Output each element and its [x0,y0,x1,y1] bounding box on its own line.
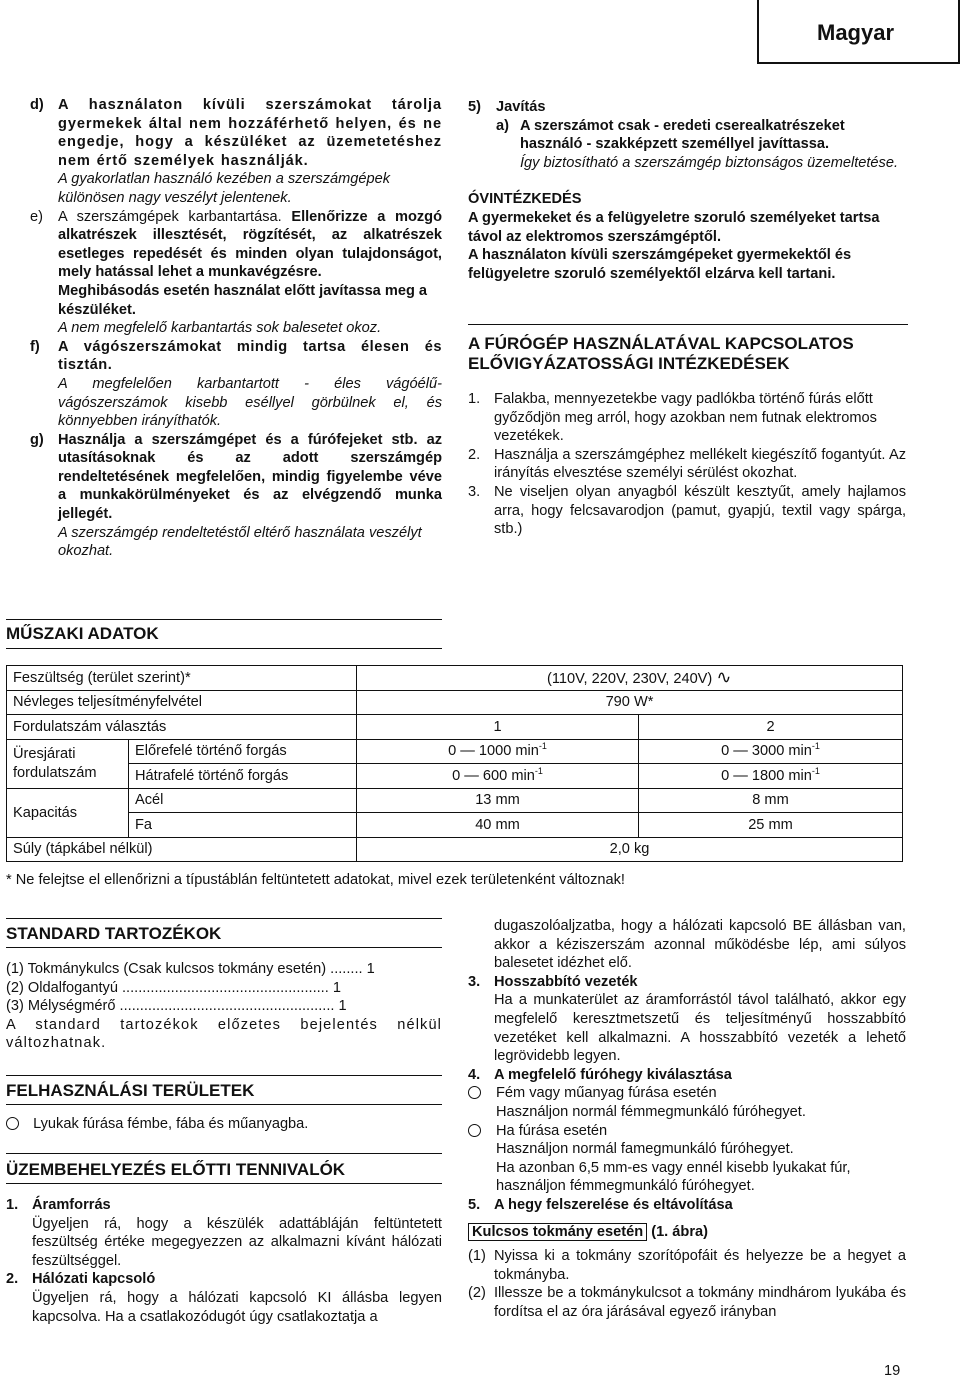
safety-d-italic: A gyakorlatlan használó kezében a szerszámgépek különösen nagy veszélyt jelentenek. [58,171,391,206]
wood-label: Ha fúrása esetén [496,1122,608,1139]
item-number: 3. [468,973,481,990]
safety-e-bold2: Meghibásodás esetén használat előtt javítassa meg a készüléket. [58,282,428,318]
safety-d-bold: A használaton kívüli szerszámokat tárolja gyermekek által nem hozzáférhető helyen, és ne engedje, hogy a készüléket az üzemetetéshez nem értő személyek használják. [58,97,442,169]
forward-2: 0 — 3000 min [721,743,812,760]
safety-g-italic: A szerszámgép rendeltetéstől eltérő használata veszélyt okozhat. [58,524,422,560]
specs-title: MŰSZAKI ADATOK [6,624,159,643]
item-number: 3. [468,483,481,500]
item-number: 4. [468,1066,481,1083]
voltage-cell [357,666,903,691]
accessories-title: STANDARD TARTOZÉKOK [6,924,222,943]
step-1-text: Nyissa ki a tokmány szorítópofáit és helyezze be a hegyet a tokmányba. [494,1248,906,1283]
speed-2: 2 [639,715,903,740]
circle-bullet-icon [468,1086,481,1099]
list-item [468,446,906,483]
caution-text-2: A használaton kívüli szerszámgépeket gyermekektől és felügyeletre szoruló személyektől elzárva kell tartani. [468,247,852,282]
step-2-text: Illessze be a tokmánykulcsot a tokmány mindhárom lyukába és fordítsa el az óra járásával egyező irányban [494,1285,906,1320]
table-row [7,764,903,789]
safety-left-column [30,96,442,561]
section-rule [6,648,442,649]
accessories-list [6,960,442,1053]
safety-e-title: A szerszámgépek karbantartása. [58,208,282,225]
item-label: 5) [468,99,481,115]
extension-title: Hosszabbító vezeték [494,973,638,990]
safety-e-italic: A nem megfelelő karbantartás sok balesetet okoz. [58,320,382,337]
power-source-title: Áramforrás [32,1197,111,1213]
repair-title: Javítás [496,99,546,115]
list-item [468,390,906,446]
metal-plastic-text: Használjon normál fémmegmunkáló fúróhegyet. [496,1103,806,1120]
list-item [468,483,906,539]
wood-label: Fa [129,813,357,838]
specs-footnote: * Ne felejtse el ellenőrizni a típustáblán feltüntetett adatokat, mivel ezek területenként változnak! [6,872,625,888]
caution-title: ÓVINTÉZKEDÉS [468,191,582,208]
voltage-label: Feszültség (terület szerint)* [7,666,357,691]
unit-exponent: -1 [811,741,820,752]
circle-bullet-icon [468,1124,481,1137]
reverse-1: 0 — 600 min [452,767,535,784]
section-rule [6,918,442,919]
item-label: a) [496,117,509,134]
switch-title: Hálózati kapcsoló [32,1271,156,1288]
item-label: g) [30,431,44,448]
drill-precautions-title: A FÚRÓGÉP HASZNÁLATÁVAL KAPCSOLATOS ELŐVIGYÁZATOSSÁGI INTÉZKEDÉSEK [468,334,854,373]
wood-text-2: Ha azonban 6,5 mm-es vagy ennél kisebb lyukakat fúr, használjon fémmegmunkáló fúróhegyet. [496,1159,851,1195]
applications-item [6,1115,308,1134]
noload-label: Üresjárati fordulatszám [7,739,129,788]
weight-label: Súly (tápkábel nélkül) [7,837,357,862]
reverse-1-cell [357,764,639,789]
list-item: (2) Oldalfogantyú ................................................... 1 [6,979,341,996]
safety-f-bold: A vágószerszámokat mindig tartsa élesen és tisztán. [58,338,442,374]
safety-item-d [30,96,442,208]
weight-value: 2,0 kg [357,837,903,862]
section-rule [6,947,442,948]
reverse-2-cell [639,764,903,789]
safety-item-g [30,431,442,561]
keyed-chuck-label: Kulcsos tokmány esetén [468,1223,647,1241]
section-rule [6,619,442,620]
safety-f-italic: A megfelelően karbantartott - éles vágóélű-vágószerszámok kisebb eséllyel görbülnek el, és könnyebben irányíthatók. [58,375,442,430]
item-number: 1. [6,1197,19,1213]
item-number: 5. [468,1196,481,1213]
capacity-label: Kapacitás [7,788,129,837]
power-value: 790 W* [357,690,903,715]
switch-text: Ügyeljen rá, hogy a hálózati kapcsoló KI állásba legyen kapcsolva. Ha a csatlakozódugót úgy csatlakoztatja a [32,1289,442,1325]
steel-label: Acél [129,788,357,813]
bit-select-title: A megfelelő fúróhegy kiválasztása [494,1066,732,1083]
caution-text-1: A gyermekeket és a felügyeletre szoruló személyeket tartsa távol az elektromos szerszámgéptől. [468,209,880,245]
repair-a-italic: Így biztosítható a szerszámgép biztonságos üzemeltetése. [520,154,899,171]
prep-right-list [468,917,906,1321]
table-row [7,715,903,740]
extension-text: Ha a munkaterület az áramforrástól távol található, akkor egy megfelelő keresztmetszetű és teljesítményű hosszabbító vezetéket kell alkalmazni. A hosszabbító vezeték a lehető legrövidebb legyen. [494,992,906,1065]
accessories-note: A standard tartozékok előzetes bejelentés nélkül változhatnak. [6,1016,442,1052]
bit-mount-title: A hegy felszerelése és eltávolítása [494,1196,733,1213]
power-label: Névleges teljesítményfelvétel [7,690,357,715]
safety-item-f [30,338,442,431]
item-label: d) [30,97,44,113]
table-row [7,739,903,764]
item-text: Használja a szerszámgéphez mellékelt kiegészítő fogantyút. Az irányítás elvesztése személyi sérülést okozhat. [494,446,906,482]
item-label: f) [30,338,40,355]
section-rule [6,1183,442,1184]
forward-1-cell [357,739,639,764]
specifications-table [6,665,903,862]
item-text: Ne viseljen olyan anyagból készült kesztyűt, amely hajlamos arra, hogy felcsavarodjon (pamut, gyapjú, textil vagy spárga, stb.) [494,483,906,538]
figure-reference: (1. ábra) [651,1223,708,1240]
table-row [7,666,903,691]
forward-1: 0 — 1000 min [448,743,539,760]
drill-precautions-list [468,390,906,539]
ac-icon: ∿ [716,666,732,687]
safety-item-e [30,208,442,282]
switch-text-cont: dugaszolóaljzatba, hogy a hálózati kapcsoló BE állásban van, akkor a kéziszerszám azonnal működésbe lép, ami súlyos balesetet idézhet elő. [494,918,906,972]
safety-e-bold: Ellenőrizze a mozgó alkatrészek illesztését, rögzítését, az alkatrészek esetleges repedését és minden olyan tulajdonságot, mely hatással lehet a munkavégzésre. [58,208,442,281]
repair-a-bold: A szerszámot csak - eredeti cserealkatrészeket használó - szakképzett személlyel javíttassa. [520,117,845,153]
speed-1: 1 [357,715,639,740]
list-item: (3) Mélységmérő ..................................................... 1 [6,998,347,1015]
reverse-2: 0 — 1800 min [721,767,812,784]
wood-text-1: Használjon normál famegmunkáló fúróhegyet. [496,1141,794,1158]
table-row [7,788,903,813]
prep-left-list [6,1196,442,1326]
item-number: 2. [468,446,481,463]
unit-exponent: -1 [534,765,543,776]
item-label: e) [30,208,43,225]
metal-plastic-label: Fém vagy műanyag fúrása esetén [496,1085,717,1102]
step-number: (1) [468,1248,486,1265]
page-number: 19 [884,1363,901,1379]
forward-2-cell [639,739,903,764]
circle-bullet-icon [6,1117,19,1130]
steel-1: 13 mm [357,788,639,813]
safety-right-column [468,98,906,283]
item-number: 1. [468,391,481,407]
applications-text: Lyukak fúrása fémbe, fába és műanyagba. [33,1116,309,1132]
safety-g-bold: Használja a szerszámgépet és a fúrófejeket stb. az utasításoknak és az adott szerszámgép rendeltetésének megfelelően, mindig figyelembe véve a munkakörülményeket és az elvégzendő munka jellegét. [58,431,442,523]
list-item: (1) Tokmánykulcs (Csak kulcsos tokmány esetén) ........ 1 [6,961,375,977]
language-label: Magyar [817,20,895,45]
forward-label: Előrefelé történő forgás [129,739,357,764]
table-row [7,813,903,838]
unit-exponent: -1 [538,741,547,752]
item-text: Falakba, mennyezetekbe vagy padlókba történő fúrás előtt győződjön meg arról, hogy azokban nem futnak elektromos vezetékek. [494,391,877,445]
voltage-value: (110V, 220V, 230V, 240V) [547,670,713,687]
wood-1: 40 mm [357,813,639,838]
steel-2: 8 mm [639,788,903,813]
section-rule [6,1153,442,1154]
table-row [7,690,903,715]
step-number: (2) [468,1285,486,1302]
applications-title: FELHASZNÁLÁSI TERÜLETEK [6,1081,255,1100]
language-tab [757,0,960,64]
prep-title: ÜZEMBEHELYEZÉS ELŐTTI TENNIVALÓK [6,1160,346,1179]
item-number: 2. [6,1271,19,1288]
section-rule [6,1075,442,1076]
table-row [7,837,903,862]
wood-2: 25 mm [639,813,903,838]
reverse-label: Hátrafelé történő forgás [129,764,357,789]
unit-exponent: -1 [811,765,820,776]
power-source-text: Ügyeljen rá, hogy a készülék adattábláján feltüntetett feszültség értéke megegyezzen az alkalmazni kívánt hálózati feszültséggel. [32,1215,442,1269]
speed-label: Fordulatszám választás [7,715,357,740]
section-rule [468,324,908,325]
section-rule [6,1104,442,1105]
